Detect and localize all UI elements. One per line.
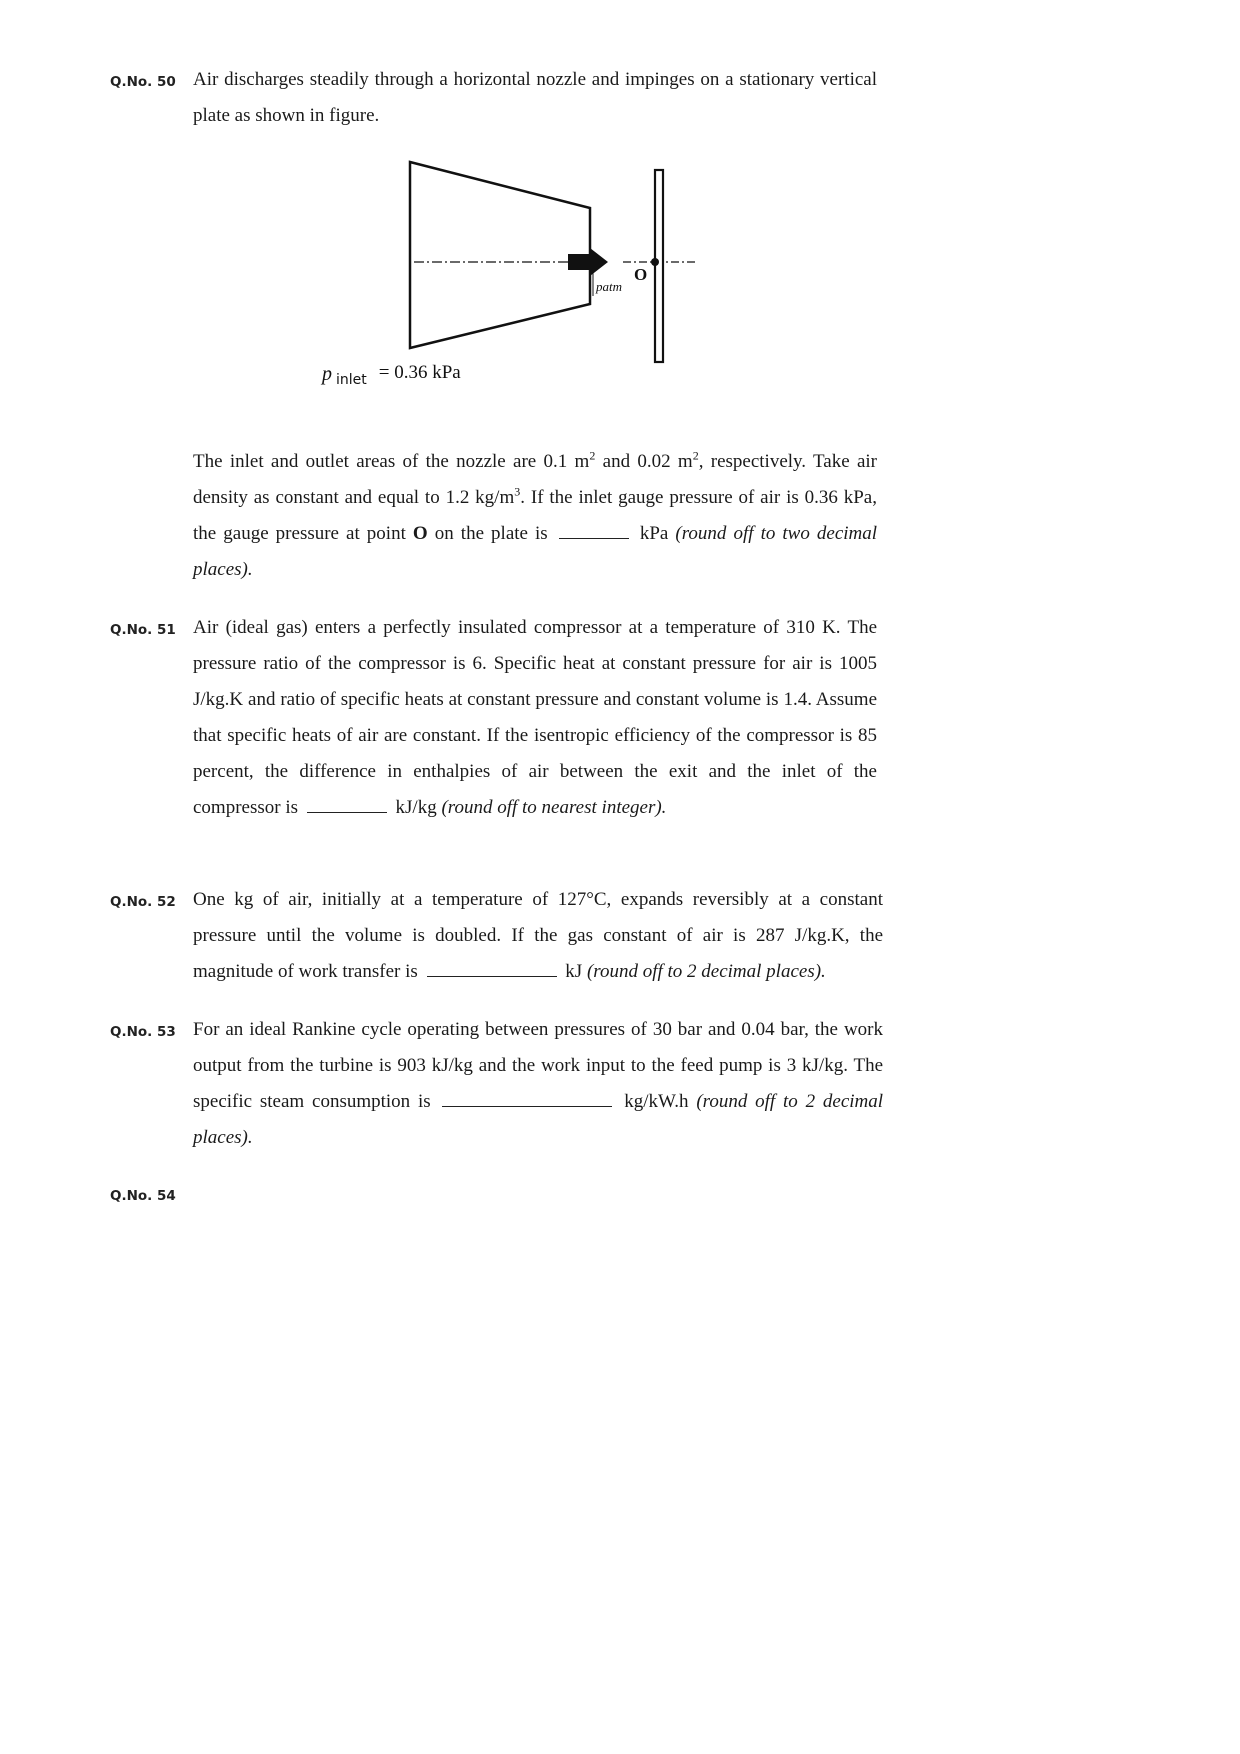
question-51-unit: kJ/kg (395, 797, 437, 818)
inlet-pressure-label (320, 362, 461, 388)
nozzle-body (410, 162, 590, 348)
question-53-note: (round off to 2 decimal places). (193, 1091, 884, 1148)
inlet-pressure-subscript: inlet (336, 372, 367, 388)
question-53-unit: kg/kW.h (624, 1091, 689, 1112)
question-50-intro-text: Air discharges steadily through a horizontal nozzle and impinges on a stationary vertical plate as shown in figure. (193, 69, 877, 126)
question-50-note: (round off to two decimal places). (193, 523, 878, 580)
patm-label: patm (596, 279, 622, 294)
question-52-body: One kg of air, initially at a temperature of 127°C, expands reversibly at a constant pressure until the volume is doubled. If the gas constant of air is 287 J/kg.K, the magnitude of work transfer is kJ (round off to 2 decimal places). (193, 889, 883, 982)
question-52-note: (round off to 2 decimal places). (586, 961, 826, 982)
question-50-body: The inlet and outlet areas of the nozzle are 0.1 $m^2$ and 0.02 $m^2$, respectively. Take air density as constant and equal to 1.2 $kg/m^3$. If the inlet gauge pressure of air is 0.36 kPa, the gauge pressure at point O on the plate is kPa (round off to two decimal places). (193, 448, 878, 580)
question-51-body: Air (ideal gas) enters a perfectly insulated compressor at a temperature of 310 K. The pressure ratio of the compressor is 6. Specific heat at constant pressure for air is 1005 J/kg.K and ratio of specific heats at constant pressure and constant volume is 1.4. Assume that specific heats of air are constant. If the isentropic efficiency of the compressor is 85 percent, the difference in enthalpies of air between the exit and the inlet of the compressor is kJ/kg (round off to nearest integer). (193, 617, 877, 818)
inlet-pressure-symbol: p (322, 363, 332, 385)
answer-blank-52[interactable] (427, 975, 557, 977)
question-number-53: Q.No. 53 (110, 1024, 176, 1040)
question-number-54: Q.No. 54 (110, 1188, 176, 1204)
inlet-pressure-value: = 0.36 kPa (378, 362, 461, 383)
question-number-51: Q.No. 51 (110, 622, 176, 638)
question-50-intro (193, 62, 877, 134)
vertical-plate (655, 170, 663, 362)
question-50-unit: kPa (639, 523, 669, 544)
jet-arrow-shaft (568, 254, 590, 270)
answer-blank-50[interactable] (559, 537, 629, 539)
question-52-unit: kJ (565, 961, 583, 982)
answer-blank-53[interactable] (442, 1105, 612, 1107)
nozzle-plate-figure (322, 150, 740, 390)
jet-arrow-head (590, 248, 608, 276)
question-51-note: (round off to nearest integer). (441, 797, 667, 818)
point-o-label: O (634, 265, 648, 284)
point-o-marker (651, 258, 659, 266)
point-o-text: O (412, 523, 428, 544)
answer-blank-51[interactable] (307, 811, 387, 813)
question-number-52: Q.No. 52 (110, 894, 176, 910)
question-number-50: Q.No. 50 (110, 74, 176, 90)
question-53-body: For an ideal Rankine cycle operating between pressures of 30 bar and 0.04 bar, the work output from the turbine is 903 kJ/kg and the work input to the feed pump is 3 kJ/kg. The specific steam consumption is kg/kW.h (round off to 2 decimal places). (193, 1019, 884, 1148)
